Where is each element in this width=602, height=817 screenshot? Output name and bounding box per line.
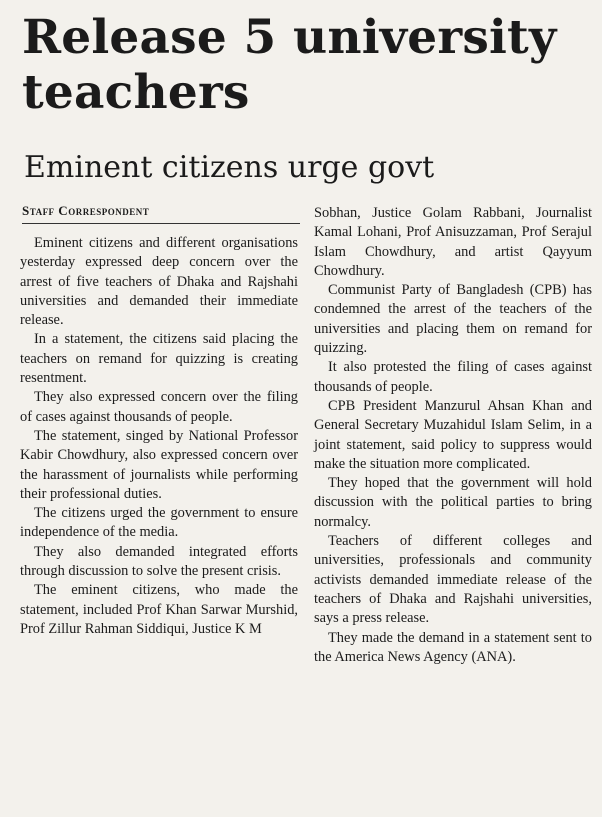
paragraph: The citizens urged the government to ensure independence of the media.	[20, 505, 298, 541]
paragraph: Teachers of different colleges and universities, professionals and community activists demanded immediate release of the teachers of Dhaka and Rajshahi universities, says a press release.	[314, 533, 592, 627]
byline: Staff Correspondent	[22, 203, 300, 224]
paragraph: Eminent citizens and different organisations yesterday expressed deep concern over the arrest of five teachers of Dhaka and Rajshahi universities and demanded their immediate release.	[20, 235, 298, 329]
paragraph: The eminent citizens, who made the statement, included Prof Khan Sarwar Murshid, Prof Zillur Rahman Siddiqui, Justice K M	[20, 582, 298, 637]
paragraph: CPB President Manzurul Ahsan Khan and General Secretary Muzahidul Islam Selim, in a joint statement, said policy to suppress would make the situation more complicated.	[314, 397, 592, 472]
paragraph: They also demanded integrated efforts through discussion to solve the present crisis.	[20, 543, 298, 580]
article-column-right	[314, 204, 592, 667]
article-column-left	[20, 234, 298, 639]
paragraph: Communist Party of Bangladesh (CPB) has condemned the arrest of the teachers of the universities and placing them on remand for quizzing.	[314, 282, 592, 357]
paragraph: They also expressed concern over the filing of cases against thousands of people.	[20, 389, 298, 425]
paragraph: They made the demand in a statement sent to the America News Agency (ANA).	[314, 629, 592, 665]
subheadline: Eminent citizens urge govt	[24, 150, 435, 185]
paragraph: The statement, singed by National Professor Kabir Chowdhury, also expressed concern over the harassment of journalists while performing their professional duties.	[20, 427, 298, 502]
paragraph: They hoped that the government will hold discussion with the political parties to bring normalcy.	[314, 475, 592, 530]
headline: Release 5 university teachers	[22, 10, 557, 120]
paragraph: Sobhan, Justice Golam Rabbani, Journalist Kamal Lohani, Prof Anisuzzaman, Prof Serajul Islam Chowdhury, and artist Qayyum Chowdhury.	[314, 205, 592, 279]
paragraph: It also protested the filing of cases against thousands of people.	[314, 359, 592, 395]
paragraph: In a statement, the citizens said placing the teachers on remand for quizzing is creating resentment.	[20, 331, 298, 387]
